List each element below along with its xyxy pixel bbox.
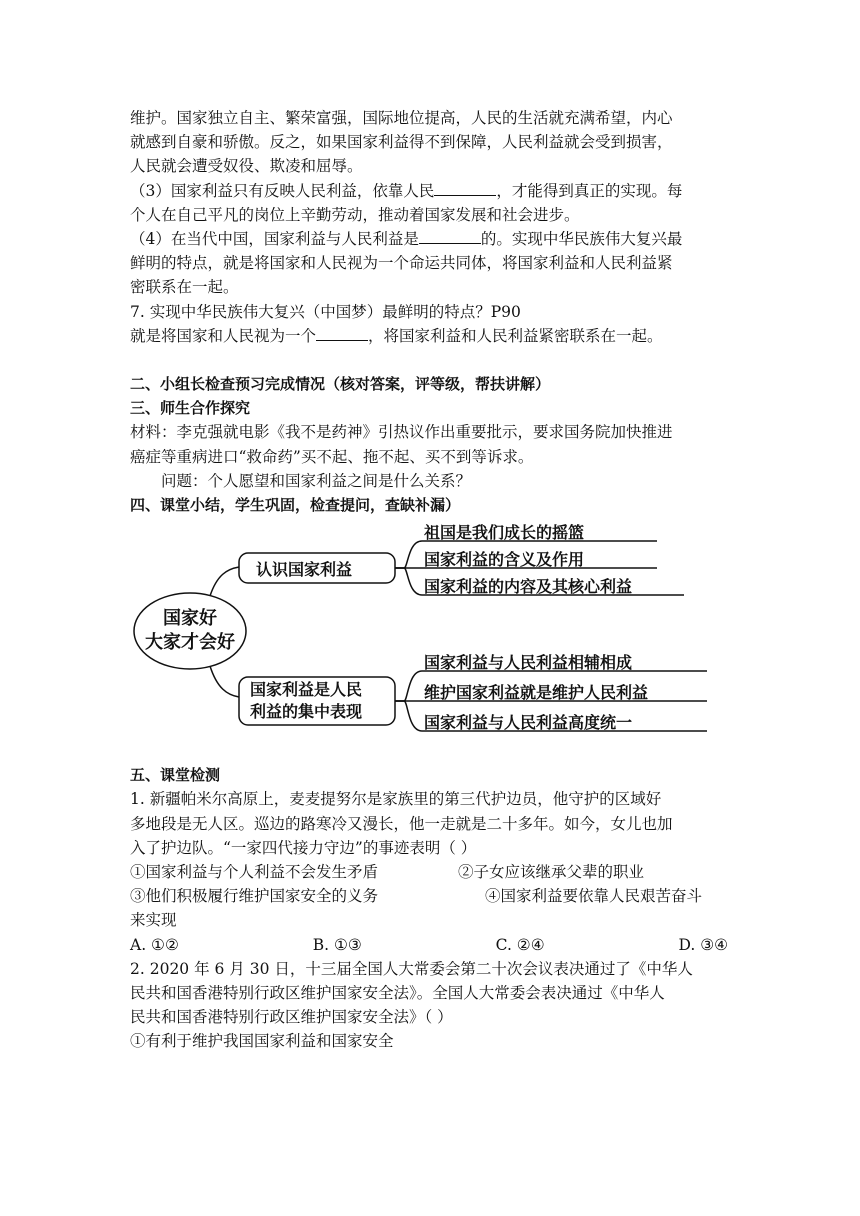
choice-c[interactable]: C. ②④: [495, 935, 545, 954]
option-text: 来实现: [130, 911, 177, 930]
text-line: [130, 324, 734, 348]
option-row: [130, 860, 734, 884]
text-part: 的。实现中华民族伟大复兴最: [480, 230, 683, 249]
material-text: 材料：李克强就电影《我不是药神》引热议作出重要批示，要求国务院加快推进: [130, 423, 673, 442]
fill-blank[interactable]: [316, 340, 368, 341]
fill-blank[interactable]: [419, 243, 481, 244]
choice-b[interactable]: B. ①③: [312, 935, 362, 954]
text-line: 就感到自豪和骄傲。反之，如果国家利益得不到保障，人民利益就会受到损害，: [130, 133, 673, 152]
text-line: 密联系在一起。: [130, 278, 239, 297]
option-text: ①有利于维护我国国家利益和国家安全: [130, 1032, 394, 1051]
material-text: 癌症等重病进口“救命药”买不起、拖不起、买不到等诉求。: [130, 447, 534, 466]
center-label-line1: 国家好: [163, 608, 217, 630]
text-part: （4）在当代中国，国家利益与人民利益是: [130, 230, 419, 249]
center-label-line2: 大家才会好: [145, 632, 235, 654]
question-stem: 多地段是无人区。巡边的路寒冷又漫长，他一走就是二十多年。如今，女儿也加: [130, 814, 673, 833]
connector-upper: [210, 567, 239, 596]
connector-lower: [210, 666, 239, 697]
branch2-label-line2: 利益的集中表现: [250, 702, 363, 722]
leaf-item: 祖国是我们成长的摇篮: [424, 523, 585, 543]
choice-a[interactable]: A. ①②: [130, 935, 179, 954]
choice-d[interactable]: D. ③④: [678, 935, 728, 954]
question-stem: 2. 2020 年 6 月 30 日，十三届全国人大常委会第二十次会议表决通过了《中华人: [130, 959, 693, 978]
section-heading: 四、课堂小结，学生巩固，检查提问，查缺补漏）: [130, 496, 461, 515]
leaf-item: 维护国家利益就是维护人民利益: [424, 683, 649, 703]
answer-choices: [130, 933, 734, 957]
option-text: ①国家利益与个人利益不会发生矛盾: [130, 863, 379, 882]
branch2-label: [250, 679, 362, 723]
section-heading: 三、师生合作探究: [130, 399, 251, 418]
text-line: [130, 179, 734, 203]
document-body: [130, 106, 734, 1054]
leaf-item: 国家利益与人民利益高度统一: [424, 713, 633, 733]
option-row: [130, 884, 734, 908]
question-stem: 入了护边队。“一家四代接力守边”的事迹表明（ ）: [130, 838, 477, 857]
text-part: 就是将国家和人民视为一个: [130, 326, 317, 345]
leaf-item: 国家利益与人民利益相辅相成: [424, 653, 633, 673]
text-line: 个人在自己平凡的岗位上辛勤劳动，推动着国家发展和社会进步。: [130, 205, 580, 224]
question-stem: 民共和国香港特别行政区维护国家安全法》（ ）: [130, 1008, 453, 1027]
section-heading: 五、课堂检测: [130, 766, 221, 785]
text-line: 维护。国家独立自主、繁荣富强，国际地位提高，人民的生活就充满希望，内心: [130, 109, 673, 127]
section-heading: 二、小组长检查预习完成情况（核对答案，评等级，帮扶讲解）: [130, 375, 551, 394]
text-line: [130, 227, 734, 251]
question-stem: 1. 新疆帕米尔高原上，麦麦提努尔是家族里的第三代护边员，他守护的区域好: [130, 790, 662, 809]
branch1-label: 认识国家利益: [256, 560, 353, 580]
leaf-item: 国家利益的内容及其核心利益: [424, 577, 633, 597]
text-part: ，才能得到真正的实现。每: [496, 181, 683, 200]
mind-map: [132, 523, 712, 755]
option-text: ③他们积极履行维护国家安全的义务: [130, 887, 379, 906]
question-text: 问题：个人愿望和国家利益之间是什么关系？: [161, 471, 472, 490]
center-label: [134, 607, 246, 655]
text-line: 鲜明的特点，就是将国家和人民视为一个命运共同体，将国家利益和人民利益紧: [130, 254, 673, 273]
text-line: 7. 实现中华民族伟大复兴（中国梦）最鲜明的特点？P90: [130, 302, 521, 321]
branch2-label-line1: 国家利益是人民: [250, 680, 363, 700]
question-stem: 民共和国香港特别行政区维护国家安全法》。全国人大常委会表决通过《中华人: [130, 984, 665, 1003]
text-part: （3）国家利益只有反映人民利益，依靠人民: [130, 181, 435, 200]
text-line: 人民就会遭受奴役、欺凌和屈辱。: [130, 157, 363, 176]
option-text: ②子女应该继承父辈的职业: [458, 863, 645, 882]
text-part: ，将国家利益和人民利益紧密联系在一起。: [368, 326, 663, 345]
leaf-item: 国家利益的含义及作用: [424, 550, 585, 570]
fill-blank[interactable]: [434, 195, 496, 196]
option-text: ④国家利益要依靠人民艰苦奋斗: [485, 887, 703, 906]
